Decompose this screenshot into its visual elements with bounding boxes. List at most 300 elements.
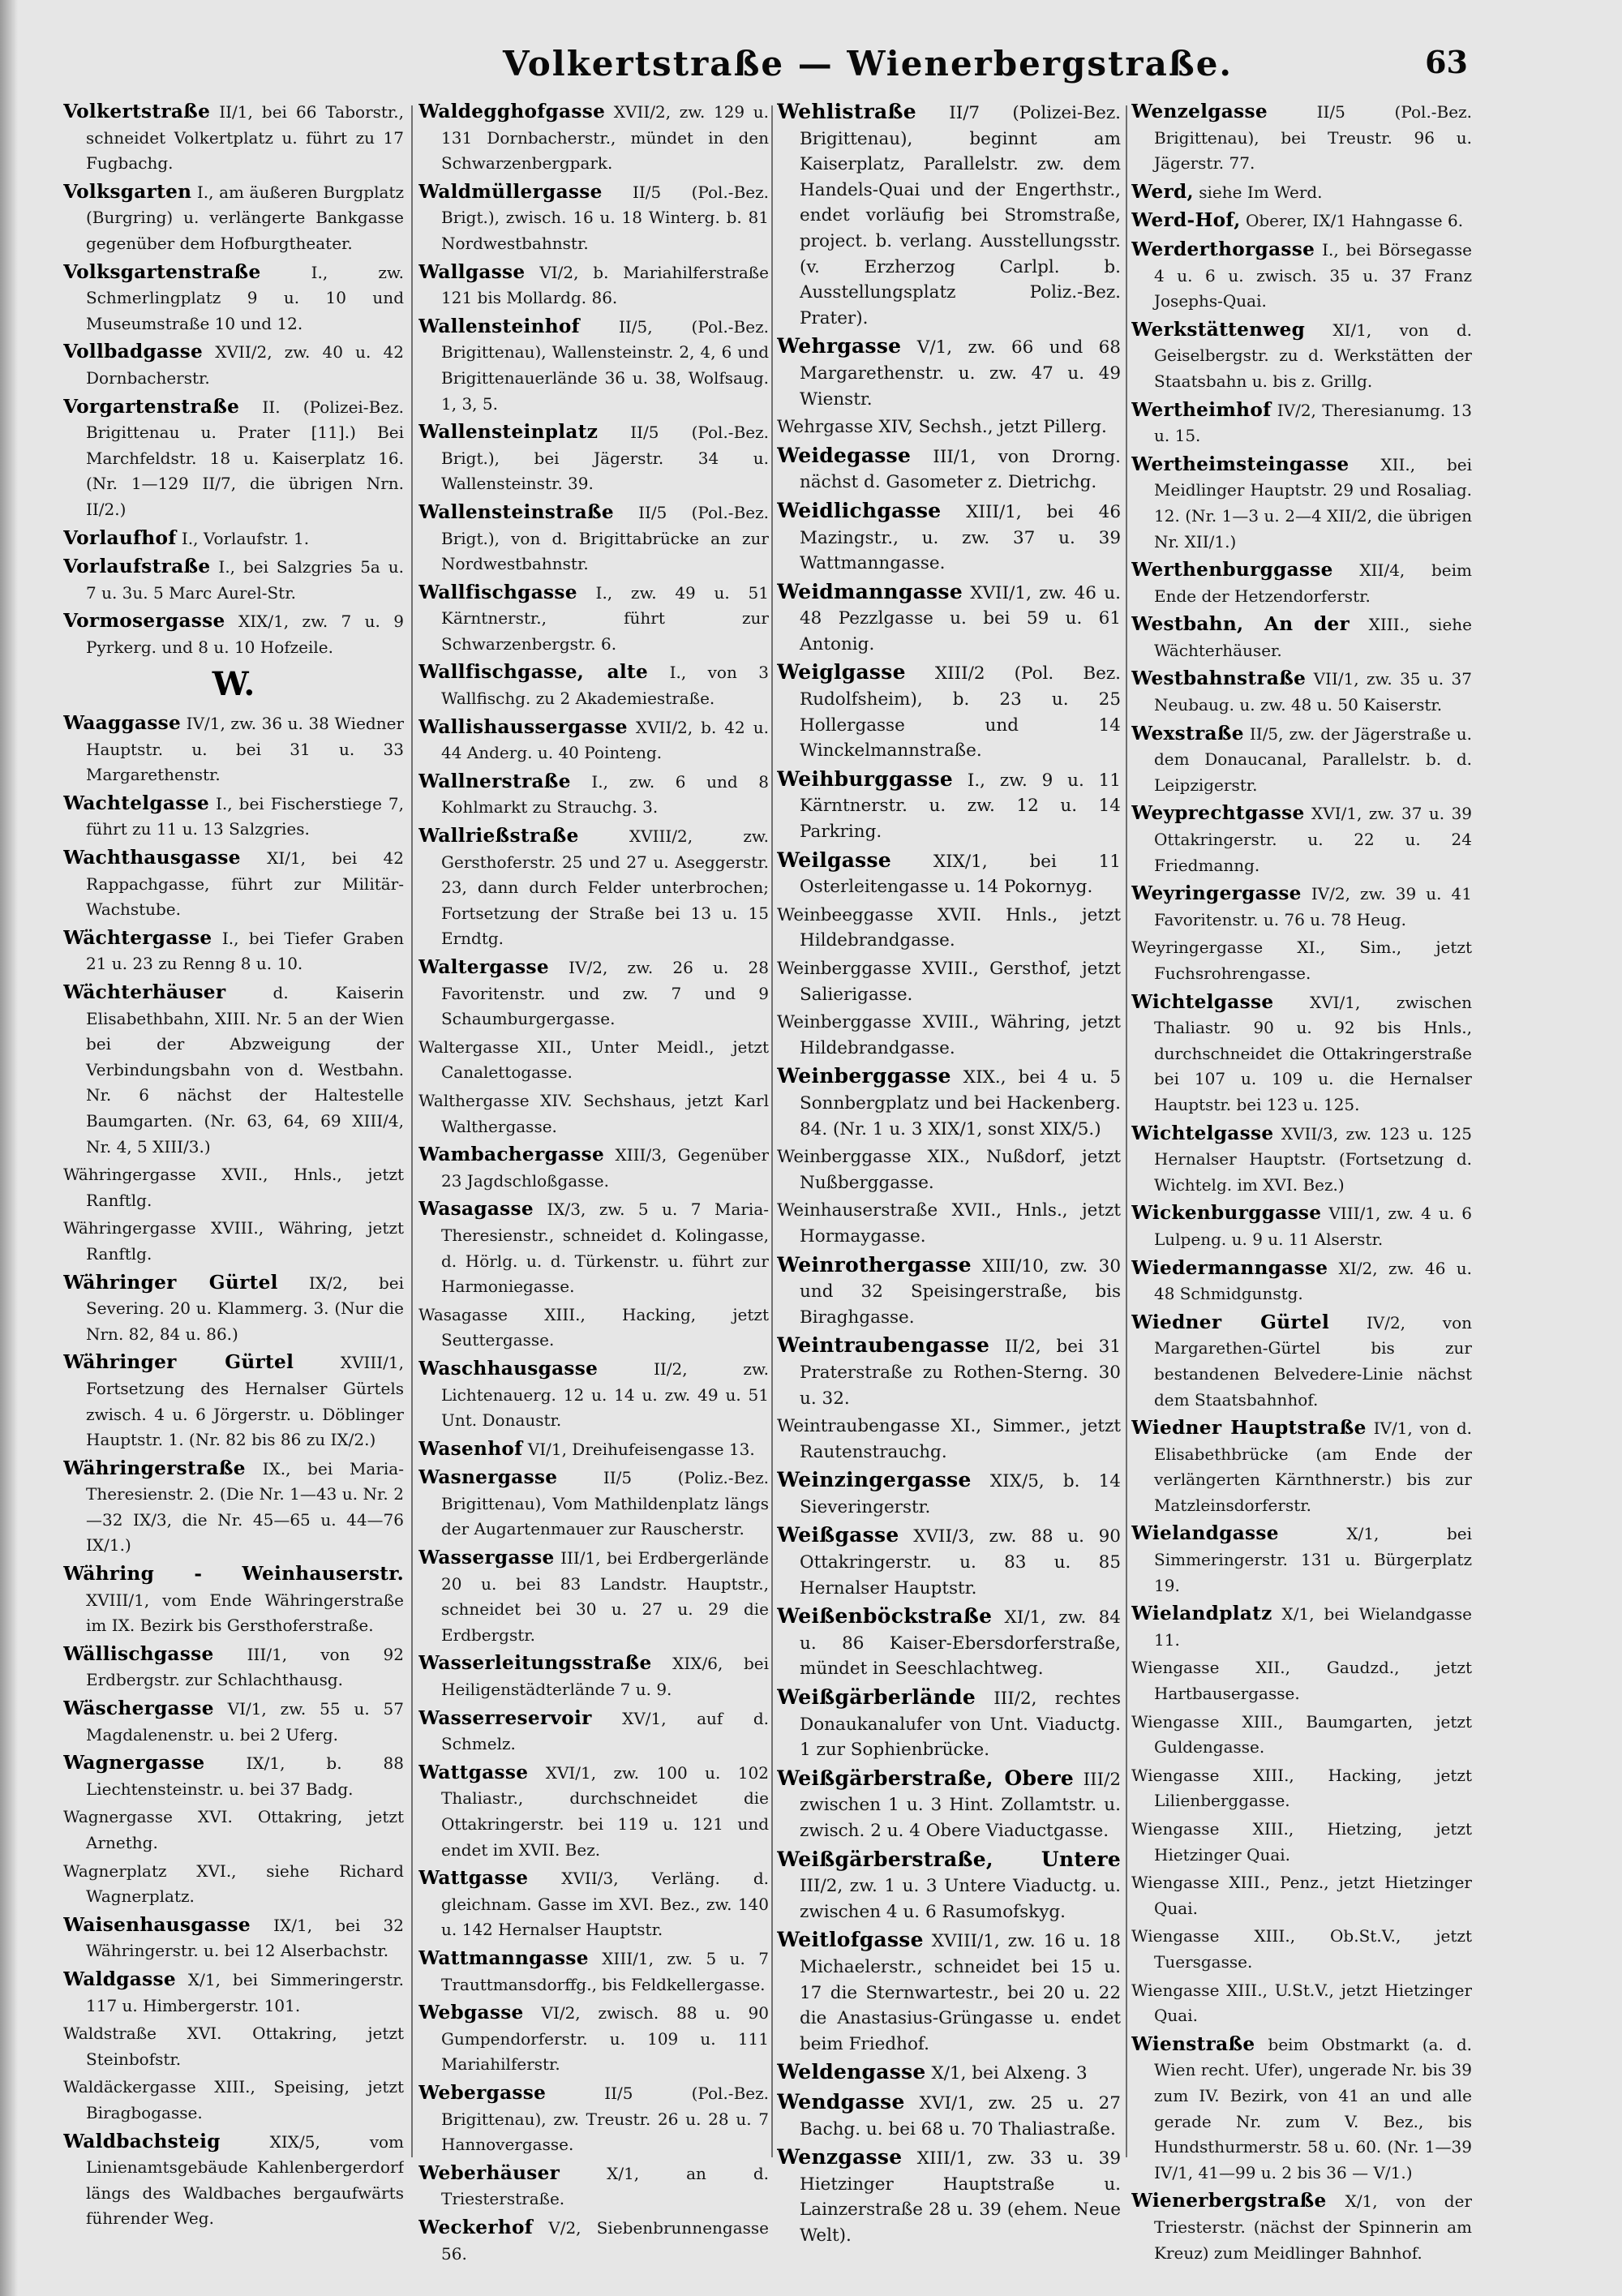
directory-entry: [418, 1356, 769, 1434]
entry-text: X/1, bei Simmeringerstr. 117 u. Himbergerstr. 101.: [86, 1969, 404, 2015]
entry-text: XVI/1, zw. 25 u. 27 Bachg. u. bei 68 u. 70 Thaliastraße.: [800, 2092, 1121, 2139]
directory-entry: [777, 903, 1121, 954]
column-4: [1131, 99, 1472, 2272]
entry-text: II/2, bei 31 Praterstraße zu Rothen-Sterng. 30 u. 32.: [800, 1337, 1121, 1409]
street-name: Wallnerstraße: [418, 770, 571, 792]
directory-entry: [777, 659, 1121, 763]
entry-text: II/1, bei 66 Taborstr., schneidet Volkertplatz u. führt zu 17 Fugbachg.: [86, 102, 404, 174]
directory-entry: [63, 1642, 404, 1693]
directory-entry: [777, 956, 1121, 1007]
directory-entry: [777, 1603, 1121, 1682]
entry-text: II/7 (Polizei-Bez. Brigittenau), beginnt am Kaiserplatz, Parallelstr. zw. dem Handels-Quai und der Engerthstr., endet vorläufig bei Stromstraße, project. b. verlang. Ausstellungsstr. (v. Erzherzog Carlpl. b. Ausstellungsplatz Poliz.-Bez. Prater).: [800, 103, 1121, 328]
entry-text: XI/1, zw. 84 u. 86 Kaiser-Ebersdorferstraße, mündet in Seeschlachtweg.: [800, 1607, 1121, 1680]
directory-entry: [777, 2089, 1121, 2142]
directory-entry: [1131, 2188, 1472, 2266]
entry-text: Wiengasse XIII., U.St.V., jetzt Hietzinger Quai.: [1131, 1980, 1472, 2026]
entry-text: VI/1, Dreihufeisengasse 13.: [527, 1439, 755, 1459]
street-name: Westbahn, An der: [1131, 613, 1350, 636]
entry-text: XI/1, bei 42 Rappachgasse, führt zur Militär-Wachstube.: [86, 848, 404, 920]
directory-entry: [777, 1010, 1121, 1061]
directory-entry: [418, 955, 769, 1032]
street-name: Werkstättenweg: [1131, 318, 1306, 341]
street-name: Wallfischgasse: [418, 581, 577, 603]
entry-text: Walthergasse XIV. Sechshaus, jetzt Karl Walthergasse.: [418, 1090, 769, 1136]
street-name: Volksgartenstraße: [63, 260, 261, 283]
directory-entry: [1131, 179, 1472, 206]
directory-entry: [63, 845, 404, 923]
directory-entry: [1131, 1710, 1472, 1761]
street-name: Wächterhäuser: [63, 981, 226, 1003]
entry-text: IV/2, zw. 39 u. 41 Favoritenstr. u. 76 u. 78 Heug.: [1154, 884, 1472, 929]
street-name: Weldengasse: [777, 2060, 926, 2084]
street-name: Waldegghofgasse: [418, 101, 606, 122]
directory-entry: [418, 580, 769, 658]
entry-text: XIII/1, bei 46 Mazingstr., u. zw. 37 u. 39 Wattmanngasse.: [800, 501, 1121, 574]
street-name: Wattmanngasse: [418, 1946, 589, 1969]
street-name: Wasenhof: [418, 1437, 523, 1460]
directory-entry: [63, 339, 404, 391]
directory-entry: [777, 1333, 1121, 1411]
column-2: [418, 99, 769, 2272]
street-name: Wallensteinhof: [418, 315, 580, 337]
directory-entry: [1131, 1978, 1472, 2029]
street-name: Weißgasse: [777, 1523, 899, 1547]
entry-text: Weyringergasse XI., Sim., jetzt Fuchsrohrengasse.: [1131, 938, 1472, 983]
street-name: Werderthorgasse: [1131, 238, 1315, 260]
entry-text: beim Obstmarkt (a. d. Wien recht. Ufer), ungerade Nr. bis 39 zum IV. Bezirk, von 41 an und alle gerade Nr. zum V. Bez., bis Hundsthurmerstr. 58 u. 60. (Nr. 1—39 IV/1, 41—99 u. 2 bis 36 — V/1.): [1154, 2034, 1472, 2182]
entry-text: XI/2, zw. 46 u. 48 Schmidgunstg.: [1154, 1258, 1472, 1304]
entry-text: XV/1, auf d. Schmelz.: [441, 1708, 769, 1754]
column-rule: [771, 105, 773, 2157]
directory-entry: [777, 498, 1121, 577]
street-name: Waldgasse: [63, 1968, 176, 1990]
directory-entry: [1131, 881, 1472, 933]
entry-text: Weintraubengasse XI., Simmer., jetzt Rautenstrauchg.: [777, 1416, 1121, 1462]
entry-text: XIII/1, zw. 5 u. 7 Trauttmansdorffg., bis Feldkellergasse.: [441, 1948, 769, 1994]
directory-entry: [418, 769, 769, 821]
street-name: Wasserleitungsstraße: [418, 1652, 652, 1675]
directory-entry: [418, 2000, 769, 2078]
directory-entry: [777, 1063, 1121, 1142]
directory-entry: [418, 314, 769, 417]
entry-text: I., bei Tiefer Graben 21 u. 23 zu Renng 8 u. 10.: [86, 928, 404, 974]
street-name: Vormosergasse: [63, 610, 225, 633]
directory-entry: [63, 1456, 404, 1559]
directory-entry: [1131, 721, 1472, 799]
street-name: Werd,: [1131, 180, 1194, 203]
street-name: Waldmüllergasse: [418, 180, 603, 203]
directory-entry: [418, 1760, 769, 1863]
entry-text: XVI/1, zwischen Thaliastr. 90 u. 92 bis Hnls., durchschneidet die Ottakringerstraße bei 107 u. 109 u. die Hernalser Hauptstr. bei 123 u. 125.: [1154, 992, 1472, 1114]
directory-entry: [1131, 452, 1472, 555]
entry-text: XIII/10, zw. 30 und 32 Speisingerstraße, bis Biraghgasse.: [800, 1255, 1121, 1328]
directory-entry: [63, 1805, 404, 1856]
entry-text: IX/3, zw. 5 u. 7 Maria-Theresienstr., schneidet d. Kolingasse, d. Hörlg. u. d. Türkenstr. u. führt zur Harmoniegasse.: [441, 1199, 769, 1297]
entry-text: XIX., bei 4 u. 5 Sonnbergplatz und bei Hackenberg. 84. (Nr. 1 u. 3 XIX/1, sonst XIX/5.): [800, 1067, 1121, 1139]
entry-text: Weinbeeggasse XVII. Hnls., jetzt Hildebrandgasse.: [777, 904, 1121, 951]
entry-text: Wiengasse XII., Gaudzd., jetzt Hartbausergasse.: [1131, 1658, 1472, 1704]
entry-text: VI/1, zw. 55 u. 57 Magdalenenstr. u. bei 2 Uferg.: [86, 1699, 404, 1745]
entry-text: II/5 (Poliz.-Bez. Brigittenau), Vom Mathildenplatz längs der Augartenmauer zur Rauscherstr.: [441, 1468, 769, 1539]
directory-entry: [418, 179, 769, 257]
entry-text: XVII/3, zw. 123 u. 125 Hernalser Hauptstr. (Fortsetzung d. Wichtelg. im XVI. Bez.): [1154, 1123, 1472, 1195]
directory-entry: [1131, 989, 1472, 1118]
street-name: Wallensteinstraße: [418, 500, 614, 523]
section-letter: W.: [212, 665, 255, 704]
directory-entry: [1131, 1415, 1472, 1518]
entry-text: X/1, von der Triesterstr. (nächst der Spinnerin am Kreuz) zum Meidlinger Bahnhof.: [1154, 2191, 1472, 2263]
directory-entry: [63, 980, 404, 1160]
directory-entry: [418, 260, 769, 311]
street-name: Wallishaussergasse: [418, 715, 628, 738]
street-name: Waisenhausgasse: [63, 1913, 251, 1936]
street-name: Währinger Gürtel: [63, 1351, 294, 1374]
entry-text: I., zw. 49 u. 51 Kärntnerstr., führt zur Schwarzenbergstr. 6.: [441, 582, 769, 654]
entry-text: VI/2, b. Mariahilferstraße 121 bis Mollardg. 86.: [441, 262, 769, 308]
entry-text: IV/2, zw. 26 u. 28 Favoritenstr. und zw. 7 und 9 Schaumburgergasse.: [441, 958, 769, 1029]
street-name: Währingerstraße: [63, 1457, 246, 1479]
street-name: Wachtelgasse: [63, 792, 209, 814]
entry-text: III/2, rechtes Donaukanalufer von Unt. Viaductg. 1 zur Sophienbrücke.: [800, 1689, 1121, 1761]
directory-entry: [1131, 397, 1472, 449]
street-name: Wienerbergstraße: [1131, 2190, 1327, 2212]
street-name: Wiedner Gürtel: [1131, 1311, 1330, 1333]
entry-text: XVIII/1, vom Ende Währingerstraße im IX. Bezirk bis Gersthoferstraße.: [86, 1590, 404, 1636]
directory-entry: [418, 500, 769, 577]
directory-entry: [1131, 1200, 1472, 1252]
street-name: Vollbadgasse: [63, 341, 204, 363]
street-name: Wallensteinplatz: [418, 421, 599, 444]
entry-text: XIII., siehe Wächterhäuser.: [1154, 615, 1472, 660]
entry-text: XVII/2, zw. 40 u. 42 Dornbacherstr.: [86, 342, 404, 388]
directory-entry: [63, 260, 404, 337]
street-name: Wiedner Hauptstraße: [1131, 1417, 1367, 1440]
directory-entry: [777, 1927, 1121, 2057]
street-name: Volksgarten: [63, 180, 192, 203]
directory-entry: [777, 1467, 1121, 1520]
street-name: Werthenburggasse: [1131, 559, 1333, 582]
directory-entry: [418, 2161, 769, 2212]
directory-entry: [63, 608, 404, 660]
street-name: Wiedermanngasse: [1131, 1256, 1328, 1279]
entry-text: IV/2, von Margarethen-Gürtel bis zur bestandenen Belvedere-Linie nächst dem Staatsbahnhof.: [1154, 1312, 1472, 1410]
entry-text: Wiengasse XIII., Baumgarten, jetzt Guldengasse.: [1131, 1711, 1472, 1757]
entry-text: III/2, zw. 1 u. 3 Untere Viaductg. u. zwischen 4 u. 6 Rasumofskyg.: [800, 1876, 1121, 1922]
directory-entry: [63, 1967, 404, 2019]
directory-entry: [1131, 237, 1472, 315]
street-name: Wällischgasse: [63, 1642, 214, 1665]
directory-entry: [63, 526, 404, 552]
page-edge-shadow: [0, 0, 18, 2296]
column-3: [777, 99, 1121, 2272]
street-name: Wattgasse: [418, 1867, 529, 1890]
street-name: Westbahnstraße: [1131, 667, 1307, 690]
entry-text: V/1, zw. 66 und 68 Margarethenstr. u. zw. 47 u. 49 Wienstr.: [800, 337, 1121, 410]
entry-text: II/5 (Pol.-Bez. Brigt.), bei Jägerstr. 34 u. Wallensteinstr. 39.: [441, 423, 769, 494]
entry-text: XIX/5, b. 14 Sieveringerstr.: [800, 1471, 1121, 1517]
directory-entry: [1131, 1763, 1472, 1814]
directory-entry: [1131, 1310, 1472, 1413]
entry-text: Waltergasse XII., Unter Meidl., jetzt Canalettogasse.: [418, 1036, 769, 1083]
directory-entry: [63, 179, 404, 257]
street-name: Wertheimhof: [1131, 398, 1272, 421]
entry-text: I., bei Börsegasse 4 u. 6 u. zwisch. 35 u. 37 Franz Josephs-Quai.: [1154, 239, 1472, 311]
street-name: Wasserreservoir: [418, 1706, 592, 1729]
directory-entry: [777, 414, 1121, 440]
directory-entry: [777, 2059, 1121, 2087]
directory-entry: [1131, 800, 1472, 878]
street-name: Währing - Weinhauserstr.: [63, 1563, 404, 1586]
street-name: Waaggasse: [63, 712, 182, 735]
directory-entry: [63, 1270, 404, 1348]
entry-text: IX., bei Maria-Theresienstr. 2. (Die Nr. 1—43 u. Nr. 2—32 IX/3, die Nr. 45—65 u. 44—76 IX/1.): [86, 1458, 404, 1556]
entry-text: Weinhauserstraße XVII., Hnls., jetzt Hormaygasse.: [777, 1200, 1121, 1247]
directory-entry: [63, 2021, 404, 2072]
directory-entry: [777, 1522, 1121, 1601]
entry-text: VIII/1, zw. 4 u. 6 Lulpeng. u. 9 u. 11 Alserstr.: [1154, 1204, 1472, 1249]
street-name: Wallrießstraße: [418, 825, 579, 848]
street-name: Weintraubengasse: [777, 1333, 990, 1358]
directory-entry: [1131, 1924, 1472, 1975]
directory-entry: [63, 394, 404, 523]
directory-entry: [418, 1436, 769, 1463]
entry-text: Währingergasse XVIII., Währing, jetzt Ranftlg.: [63, 1218, 404, 1264]
street-name: Weitlofgasse: [777, 1928, 924, 1952]
entry-text: XVII/2, zw. 129 u. 131 Dornbacherstr., mündet in den Schwarzenbergpark.: [441, 102, 769, 174]
entry-text: XVII/1, zw. 46 u. 48 Pezzlgasse u. bei 59 u. 61 Antonig.: [800, 582, 1121, 654]
entry-text: II/2, zw. Lichtenauerg. 12 u. 14 u. zw. 49 u. 51 Unt. Donaustr.: [441, 1358, 769, 1431]
directory-entry: [777, 333, 1121, 412]
column-rule: [411, 105, 413, 2157]
entry-text: XII/4, beim Ende der Hetzendorferstr.: [1154, 560, 1472, 606]
entry-text: XVIII/2, zw. Gersthoferstr. 25 und 27 u. Aseggerstr. 23, dann durch Felder unterbrochen; Fortsetzung der Straße bei 13 u. 15 Erndtg.: [441, 826, 769, 949]
street-name: Webergasse: [418, 2081, 547, 2104]
directory-entry: [777, 1252, 1121, 1331]
entry-text: X/1, an d. Triesterstraße.: [441, 2163, 769, 2209]
entry-text: I., von 3 Wallfischg. zu 2 Akademiestraße.: [441, 663, 769, 709]
directory-entry: [1131, 1817, 1472, 1868]
street-name: Weiglgasse: [777, 660, 906, 685]
entry-text: IX/1, b. 88 Liechtensteinstr. u. bei 37 Badg.: [86, 1753, 404, 1799]
entry-text: VII/1, zw. 35 u. 37 Neubaug. u. zw. 48 u. 50 Kaiserstr.: [1154, 669, 1472, 715]
entry-text: Wiengasse XIII., Hacking, jetzt Lilienberggasse.: [1131, 1765, 1472, 1811]
entry-text: siehe Im Werd.: [1199, 182, 1323, 202]
entry-text: X/1, bei Alxeng. 3: [931, 2063, 1088, 2084]
directory-entry: [1131, 1601, 1472, 1653]
entry-text: Wagnergasse XVI. Ottakring, jetzt Arnethg.: [63, 1807, 404, 1852]
street-name: Werd-Hof,: [1131, 209, 1241, 232]
directory-entry: [777, 848, 1121, 900]
entry-text: Weinberggasse XIX., Nußdorf, jetzt Nußberggasse.: [777, 1147, 1121, 1193]
entry-text: I., am äußeren Burgplatz (Burgring) u. verlängerte Bankgasse gegenüber dem Hofburgtheater.: [86, 182, 404, 253]
page-header: [0, 41, 1622, 97]
entry-text: IV/1, zw. 36 u. 38 Wiedner Hauptstr. u. bei 31 u. 33 Margarethenstr.: [86, 714, 404, 785]
street-name: Weilgasse: [777, 848, 892, 872]
directory-entry: [1131, 1121, 1472, 1199]
directory-entry: [777, 1414, 1121, 1465]
street-name: Wäschergasse: [63, 1697, 214, 1720]
entry-text: Wehrgasse XIV, Sechsh., jetzt Pillerg.: [777, 417, 1107, 438]
street-name: Wenzelgasse: [1131, 101, 1268, 122]
street-name: Wexstraße: [1131, 722, 1244, 745]
entry-text: Währingergasse XVII., Hnls., jetzt Ranftlg.: [63, 1165, 404, 1210]
directory-entry: [63, 1859, 404, 1910]
entry-text: XI/1, von d. Geiselbergstr. zu d. Werkstätten der Staatsbahn u. bis z. Grillg.: [1154, 320, 1472, 391]
street-name: Weckerhof: [418, 2216, 534, 2238]
street-name: Webgasse: [418, 2002, 524, 2024]
entry-text: XIX/5, vom Linienamtsgebäude Kahlenbergerdorf längs des Waldbaches bergaufwärts führender Weg.: [86, 2131, 404, 2229]
entry-text: Waldäckergasse XIII., Speising, jetzt Biragbogasse.: [63, 2077, 404, 2122]
entry-text: I., Vorlaufstr. 1.: [181, 528, 310, 548]
entry-text: Wasagasse XIII., Hacking, jetzt Seuttergasse.: [418, 1304, 769, 1350]
directory-entry: [63, 1216, 404, 1267]
directory-entry: [418, 1545, 769, 1648]
directory-entry: [1131, 612, 1472, 663]
directory-entry: [63, 1750, 404, 1802]
directory-entry: [1131, 935, 1472, 986]
street-name: Wattgasse: [418, 1761, 529, 1783]
directory-entry: [418, 1706, 769, 1757]
directory-entry: [1131, 208, 1472, 234]
street-name: Weyringergasse: [1131, 882, 1302, 905]
directory-entry: [63, 710, 404, 788]
entry-text: X/1, bei Wielandgasse 11.: [1154, 1604, 1472, 1650]
running-head: Volkertstraße — Wienerbergstraße.: [503, 44, 1234, 84]
street-name: Weberhäuser: [418, 2161, 560, 2184]
entry-text: XVI/1, zw. 37 u. 39 Ottakringerstr. u. 22 u. 24 Friedmanng.: [1154, 804, 1472, 875]
directory-entry: [63, 99, 404, 177]
street-name: Wallfischgasse, alte: [418, 661, 649, 684]
directory-entry: [777, 579, 1121, 658]
directory-entry: [418, 1088, 769, 1139]
directory-entry: [777, 2144, 1121, 2248]
directory-entry: [1131, 1521, 1472, 1599]
street-name: Wehlistraße: [777, 100, 916, 123]
entry-text: III/1, von 92 Erdbergstr. zur Schlachthausg.: [86, 1644, 404, 1690]
entry-text: I., zw. 9 u. 11 Kärntnerstr. u. zw. 12 u. 14 Parkring.: [800, 770, 1121, 843]
entry-text: Wiengasse XIII., Penz., jetzt Hietzinger Quai.: [1131, 1873, 1472, 1918]
street-name: Wielandplatz: [1131, 1603, 1272, 1625]
column-rule: [1126, 105, 1127, 2157]
street-name: Wachthausgasse: [63, 847, 241, 869]
entry-text: XIII/1, zw. 33 u. 39 Hietzinger Hauptstraße u. Lainzerstraße 28 u. 39 (ehem. Neue Welt).: [800, 2148, 1121, 2246]
entry-text: XVIII/1, Fortsetzung des Hernalser Gürtels zwisch. 4 u. 6 Jörgerstr. u. Döblinger Hauptstr. 1. (Nr. 82 bis 86 zu IX/2.): [86, 1353, 404, 1450]
entry-text: I., zw. Schmerlingplatz 9 u. 10 und Museumstraße 10 und 12.: [86, 262, 404, 333]
street-name: Weyprechtgasse: [1131, 802, 1305, 825]
entry-text: Oberer, IX/1 Hahngasse 6.: [1245, 211, 1464, 231]
street-name: Waschhausgasse: [418, 1357, 599, 1380]
directory-entry: [63, 2129, 404, 2232]
directory-entry: [418, 2215, 769, 2267]
entry-text: IV/1, von d. Elisabethbrücke (am Ende der verlängerten Kärnthnerstr.) bis zur Matzleinsdorferstr.: [1154, 1418, 1472, 1515]
directory-entry: [418, 1196, 769, 1299]
directory-entry: [63, 791, 404, 843]
directory-entry: [1131, 99, 1472, 177]
directory-entry: [63, 1912, 404, 1964]
street-name: Weidegasse: [777, 443, 912, 467]
street-name: Wichtelgasse: [1131, 1122, 1274, 1144]
entry-text: II/5 (Pol.-Bez. Brigittenau), bei Treustr. 96 u. Jägerstr. 77.: [1154, 102, 1472, 174]
directory-entry: [418, 1946, 769, 1998]
street-name: Wasnergasse: [418, 1466, 558, 1489]
entry-text: Waldstraße XVI. Ottakring, jetzt Steinbofstr.: [63, 2023, 404, 2069]
directory-entry: [418, 2080, 769, 2158]
directory-entry: [1131, 1255, 1472, 1307]
directory-entry: [418, 1142, 769, 1194]
entry-text: II. (Polizei-Bez. Brigittenau u. Prater [11].) Bei Marchfeldstr. 18 u. Kaiserplatz 16. (Nr. 1—129 II/7, die übrigen Nrn. II/2.): [86, 397, 404, 519]
entry-text: IV/2, Theresianumg. 13 u. 15.: [1154, 400, 1472, 446]
entry-text: II/5, (Pol.-Bez. Brigittenau), Wallensteinstr. 2, 4, 6 und Brigittenauerlände 36 u. 38, Wolfsaug. 1, 3, 5.: [441, 316, 769, 414]
entry-text: VI/2, zwisch. 88 u. 90 Gumpendorferstr. u. 109 u. 111 Mariahilferstr.: [441, 2003, 769, 2075]
street-name: Waldbachsteig: [63, 2130, 221, 2152]
entry-text: XVIII/1, zw. 16 u. 18 Michaelerstr., schneidet bei 15 u. 17 die Sternwartestr., bei 20 u. 22 die Anastasius-Grüngasse u. endet beim Friedhof.: [800, 1931, 1121, 2054]
entry-text: XIX/1, zw. 7 u. 9 Pyrkerg. und 8 u. 10 Hofzeile.: [86, 612, 404, 657]
street-name: Weihburggasse: [777, 766, 954, 791]
entry-text: Wiengasse XIII., Hietzing, jetzt Hietzinger Quai.: [1131, 1819, 1472, 1865]
directory-entry: [777, 1766, 1121, 1844]
directory-entry: [63, 2075, 404, 2126]
entry-text: II/5 (Pol.-Bez. Brigt.), zwisch. 16 u. 18 Winterg. b. 81 Nordwestbahnstr.: [441, 182, 769, 253]
directory-entry: [1131, 1870, 1472, 1921]
street-name: Wassergasse: [418, 1547, 555, 1569]
entry-text: XVII/3, Verläng. d. gleichnam. Gasse im XVI. Bez., zw. 140 u. 142 Hernalser Hauptstr.: [441, 1869, 769, 1940]
directory-entry: [418, 1035, 769, 1086]
directory-entry: [418, 823, 769, 952]
entry-text: XIX/6, bei Heiligenstädterlände 7 u. 9.: [441, 1654, 769, 1700]
street-name: Wagnergasse: [63, 1752, 205, 1775]
directory-entry: [777, 99, 1121, 331]
directory-entry: [418, 419, 769, 497]
directory-entry: [63, 925, 404, 977]
entry-text: XII., bei Meidlinger Hauptstr. 29 und Rosaliag. 12. (Nr. 1—3 u. 2—4 XII/2, die übrigen Nr. XII/1.): [1154, 454, 1472, 551]
directory-entry: [418, 1650, 769, 1702]
directory-entry: [777, 1144, 1121, 1195]
street-name: Vorlaufstraße: [63, 556, 211, 578]
entry-text: V/2, Siebenbrunnengasse 56.: [441, 2217, 769, 2264]
street-name: Weißenböckstraße: [777, 1604, 993, 1629]
street-name: Weinzingergasse: [777, 1468, 972, 1492]
directory-entry: [63, 1561, 404, 1639]
entry-text: I., bei Fischerstiege 7, führt zu 11 u. 13 Salzgries.: [86, 793, 404, 839]
entry-text: Wiengasse XIII., Ob.St.V., jetzt Tuersgasse.: [1131, 1926, 1472, 1972]
street-name: Wambachergasse: [418, 1144, 605, 1166]
street-name: Vorlaufhof: [63, 526, 177, 549]
street-name: Weinberggasse: [777, 1064, 951, 1088]
street-name: Vorgartenstraße: [63, 395, 240, 418]
directory-entry: [63, 1696, 404, 1748]
directory-entry: [1131, 317, 1472, 395]
directory-entry: [1131, 666, 1472, 718]
directory-entry: [1131, 1655, 1472, 1706]
street-name: Wickenburggasse: [1131, 1202, 1322, 1225]
directory-entry: [418, 99, 769, 177]
street-name: Weißgärberlände: [777, 1685, 976, 1710]
street-name: Volkertstraße: [63, 101, 211, 122]
column-1: [63, 99, 404, 2272]
street-name: Wächtergasse: [63, 926, 212, 949]
directory-entry: [418, 715, 769, 766]
directory-entry: [777, 1847, 1121, 1925]
entry-text: X/1, bei Simmeringerstr. 131 u. Bürgerplatz 19.: [1154, 1524, 1472, 1595]
entry-text: XVII/2, b. 42 u. 44 Anderg. u. 40 Pointeng.: [441, 717, 769, 763]
entry-text: Wagnerplatz XVI., siehe Richard Wagnerplatz.: [63, 1860, 404, 1907]
entry-text: d. Kaiserin Elisabethbahn, XIII. Nr. 5 an der Wien bei der Abzweigung der Verbindungsbahn von d. Westbahn. Nr. 6 nächst der Haltestelle Baumgarten. (Nr. 63, 64, 69 XIII/4, Nr. 4, 5 XIII/3.): [86, 983, 404, 1157]
entry-text: Weinberggasse XVIII., Gersthof, jetzt Salierigasse.: [777, 959, 1121, 1005]
directory-entry: [418, 1465, 769, 1543]
directory-entry: [777, 443, 1121, 496]
directory-entry: [418, 1302, 769, 1354]
entry-text: IX/1, bei 32 Währingerstr. u. bei 12 Alserbachstr.: [86, 1915, 404, 1961]
